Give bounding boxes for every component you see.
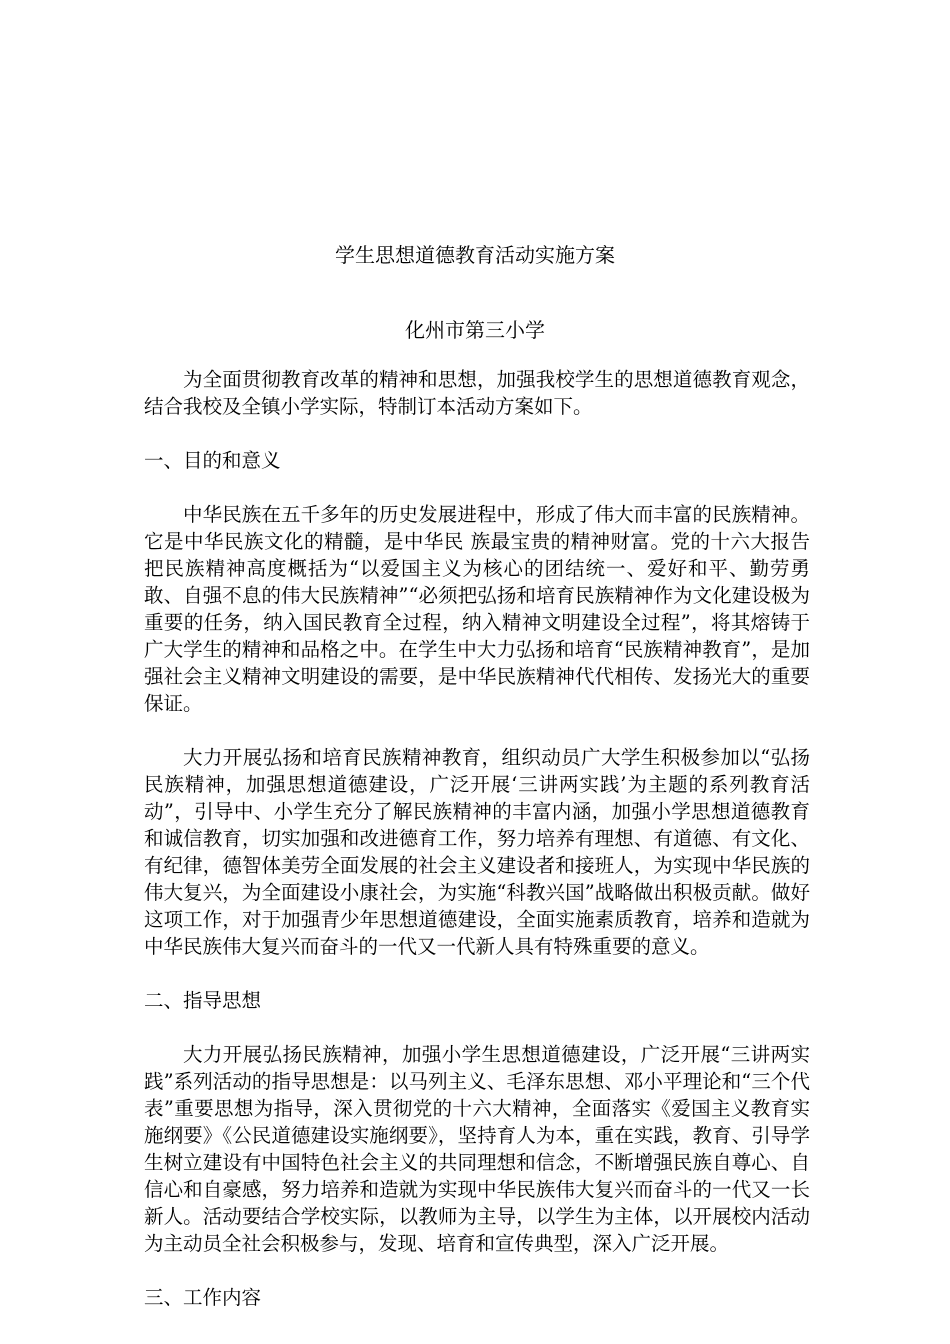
section-2-heading: 二、指导思想 bbox=[144, 989, 262, 1012]
section-1-paragraph-2: 大力开展弘扬和培育民族精神教育，组织动员广大学生积极参加以“弘扬民族精神，加强思想道德建设，广泛开展‘三讲两实践’为主题的系列教育活动”，引导中、小学生充分了解民族精神的丰富内涵，加强小学思想道德教育和诚信教育，切实加强和改进德育工作，努力培养有理想、有道德、有文化、有纪律，德智体美劳全面发展的社会主义建设者和接班人，为实现中华民族的伟大复兴，为全面建设小康社会，为实施“科教兴国”战略做出积极贡献。做好这项工作，对于加强青少年思想道德建设，全面实施素质教育，培养和造就为中华民族伟大复兴而奋斗的一代又一代新人具有特殊重要的意义。 bbox=[144, 746, 810, 958]
section-1-paragraph-1: 中华民族在五千多年的历史发展进程中，形成了伟大而丰富的民族精神。它是中华民族文化的精髓，是中华民 族最宝贵的精神财富。党的十六大报告把民族精神高度概括为“以爱国主义为核心的团结统一、爱好和平、勤劳勇敢、自强不息的伟大民族精神”“必须把弘扬和培育民族精神作为文化建设极为重要的任务，纳入国民教育全过程，纳入精神文明建设全过程”，将其熔铸于广大学生的精神和品格之中。在学生中大力弘扬和培育“民族精神教育”，是加强社会主义精神文明建设的需要，是中华民族精神代代相传、发扬光大的重要保证。 bbox=[144, 503, 810, 715]
intro-paragraph: 为全面贯彻教育改革的精神和思想，加强我校学生的思想道德教育观念，结合我校及全镇小学实际，特制订本活动方案如下。 bbox=[144, 368, 810, 418]
school-name: 化州市第三小学 bbox=[405, 318, 545, 342]
document-body bbox=[144, 366, 810, 1338]
section-1-heading: 一、目的和意义 bbox=[144, 449, 281, 472]
section-3-heading: 三、工作内容 bbox=[144, 1286, 262, 1309]
section-2-paragraph-1: 大力开展弘扬民族精神，加强小学生思想道德建设，广泛开展“三讲两实践”系列活动的指导思想是：以马列主义、毛泽东思想、邓小平理论和“三个代表”重要思想为指导，深入贯彻党的十六大精神，全面落实《爱国主义教育实施纲要》《公民道德建设实施纲要》，坚持育人为本，重在实践，教育、引导学生树立建设有中国特色社会主义的共同理想和信念，不断增强民族自尊心、自信心和自豪感，努力培养和造就为实现中华民族伟大复兴而奋斗的一代又一长新人。活动要结合学校实际，以教师为主导，以学生为主体，以开展校内活动为主动员全社会积极参与，发现、培育和宣传典型，深入广泛开展。 bbox=[144, 1043, 810, 1255]
document-title: 学生思想道德教育活动实施方案 bbox=[335, 243, 615, 267]
